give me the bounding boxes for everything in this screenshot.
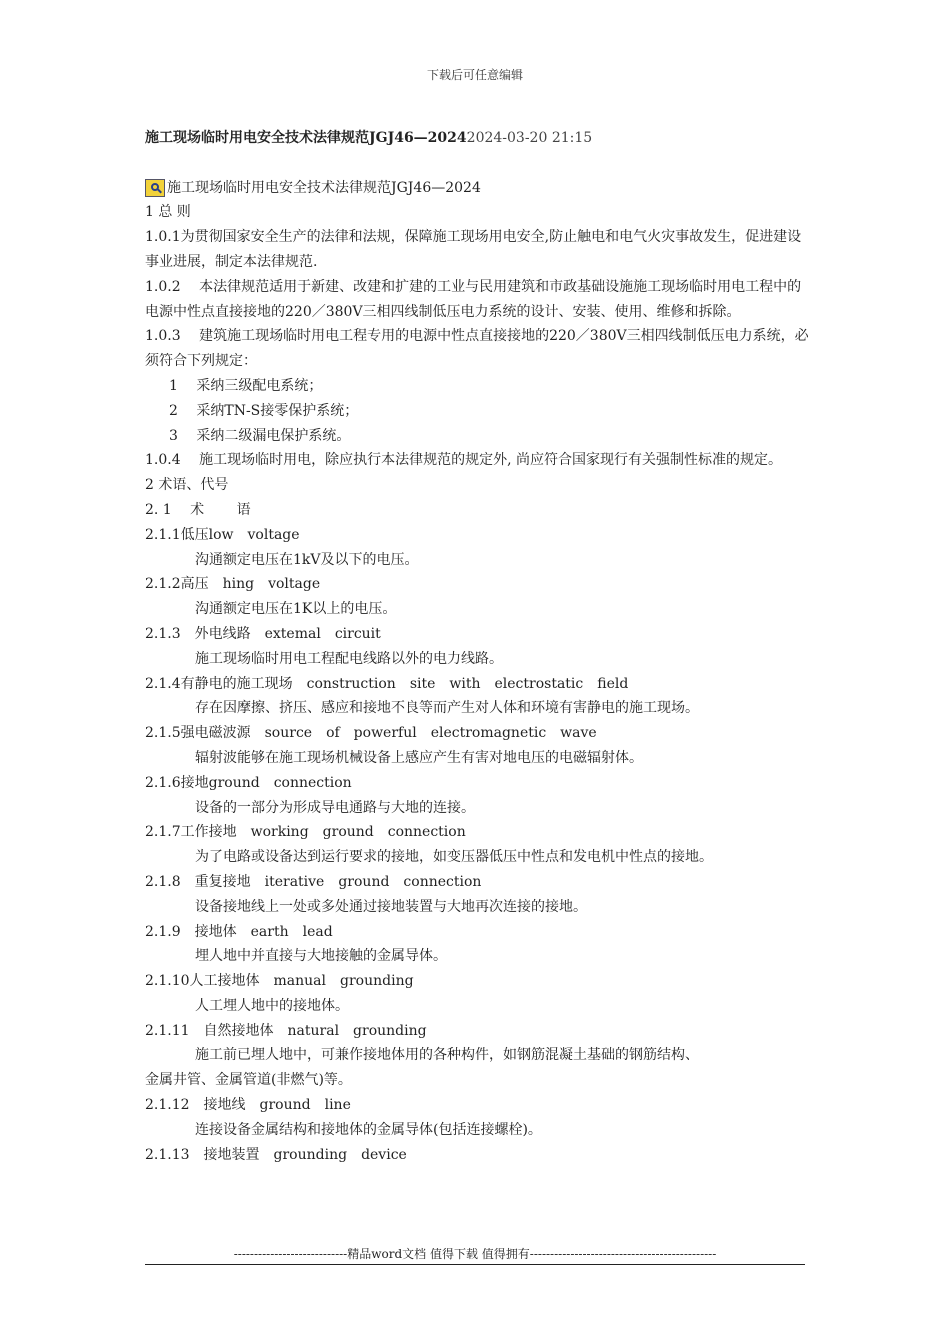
paragraph: 2.1.4有静电的施工现场 construction site with electrostatic field: [145, 675, 629, 692]
paragraph: 2.1.8 重复接地 iterative ground connection: [145, 873, 482, 890]
paragraph: 施工现场临时用电工程配电线路以外的电力线路。: [195, 650, 503, 667]
paragraph: 3 采纳二级漏电保护系统。: [169, 427, 351, 444]
page-header: 下载后可任意编辑: [426, 68, 523, 82]
paragraph: 为了电路或设备达到运行要求的接地，如变压器低压中性点和发电机中性点的接地。: [195, 849, 713, 866]
subtitle-row: [145, 176, 815, 201]
paragraph: 2 术语、代号: [145, 477, 229, 494]
paragraph-list: [145, 200, 815, 1167]
paragraph: 沟通额定电压在1K以上的电压。: [195, 601, 397, 618]
paragraph: 1.0.4 施工现场临时用电，除应执行本法律规范的规定外, 尚应符合国家现行有关强制性标准的规定。: [145, 452, 782, 469]
paragraph: 施工前已埋人地中，可兼作接地体用的各种构件，如钢筋混凝土基础的钢筋结构、: [195, 1047, 699, 1064]
paragraph: 埋人地中并直接与大地接触的金属导体。: [195, 948, 447, 965]
document-title: [145, 126, 815, 151]
paragraph: 2.1.1低压low voltage: [145, 526, 300, 543]
document-body: [145, 126, 815, 1167]
paragraph: 2.1.13 接地装置 grounding device: [145, 1146, 407, 1163]
paragraph: 沟通额定电压在1kV及以下的电压。: [195, 551, 419, 568]
title-text: 施工现场临时用电安全技术法律规范JGJ46—2024: [145, 130, 467, 146]
paragraph: 设备的一部分为形成导电通路与大地的连接。: [195, 799, 475, 816]
paragraph: 存在因摩擦、挤压、感应和接地不良等而产生对人体和环境有害静电的施工现场。: [195, 700, 699, 717]
paragraph: 2.1.11 自然接地体 natural grounding: [145, 1022, 427, 1039]
paragraph: 1 总 则: [145, 204, 191, 221]
paragraph: 1.0.2 本法律规范适用于新建、改建和扩建的工业与民用建筑和市政基础设施施工现场临时用电工程中的电源中性点直接接地的220／380V三相四线制低压电力系统的设计、安装、使用、维修和拆除。: [145, 278, 802, 320]
title-timestamp: 2024-03-20 21:15: [466, 130, 593, 146]
paragraph: 2.1.9 接地体 earth lead: [145, 923, 333, 940]
paragraph: 1 采纳三级配电系统；: [169, 377, 323, 394]
page-footer: ----------------------------精品word文档 值得下载 值得拥有----------------------------------------------: [145, 1245, 805, 1265]
paragraph: 连接设备金属结构和接地体的金属导体(包括连接螺栓)。: [195, 1121, 542, 1138]
paragraph: 2. 1 术 语: [145, 501, 251, 518]
paragraph: 设备接地线上一处或多处通过接地装置与大地再次连接的接地。: [195, 898, 587, 915]
paragraph: 人工埋人地中的接地体。: [195, 997, 349, 1014]
paragraph: 2.1.2高压 hing voltage: [145, 576, 321, 593]
paragraph: 2.1.10人工接地体 manual grounding: [145, 973, 414, 990]
paragraph: 1.0.1为贯彻国家安全生产的法律和法规，保障施工现场用电安全,防止触电和电气火灾事故发生，促进建设事业进展，制定本法律规范.: [145, 229, 802, 270]
paragraph: 2.1.3 外电线路 extemal circuit: [145, 625, 381, 642]
paragraph: 2.1.6接地ground connection: [145, 774, 352, 791]
paragraph: 1.0.3 建筑施工现场临时用电工程专用的电源中性点直接接地的220／380V三相四线制低压电力系统，必须符合下列规定：: [145, 328, 809, 370]
subtitle-text: 施工现场临时用电安全技术法律规范JGJ46—2024: [167, 179, 481, 196]
paragraph: 辐射波能够在施工现场机械设备上感应产生有害对地电压的电磁辐射体。: [195, 749, 643, 766]
paragraph: 2.1.5强电磁波源 source of powerful electromagnetic wave: [145, 725, 597, 742]
paragraph: 2.1.12 接地线 ground line: [145, 1097, 351, 1114]
document-icon: [145, 179, 165, 197]
paragraph: 2.1.7工作接地 working ground connection: [145, 824, 466, 841]
paragraph: 金属井管、金属管道(非燃气)等。: [145, 1072, 352, 1089]
paragraph: 2 采纳TN-S接零保护系统；: [169, 402, 359, 419]
